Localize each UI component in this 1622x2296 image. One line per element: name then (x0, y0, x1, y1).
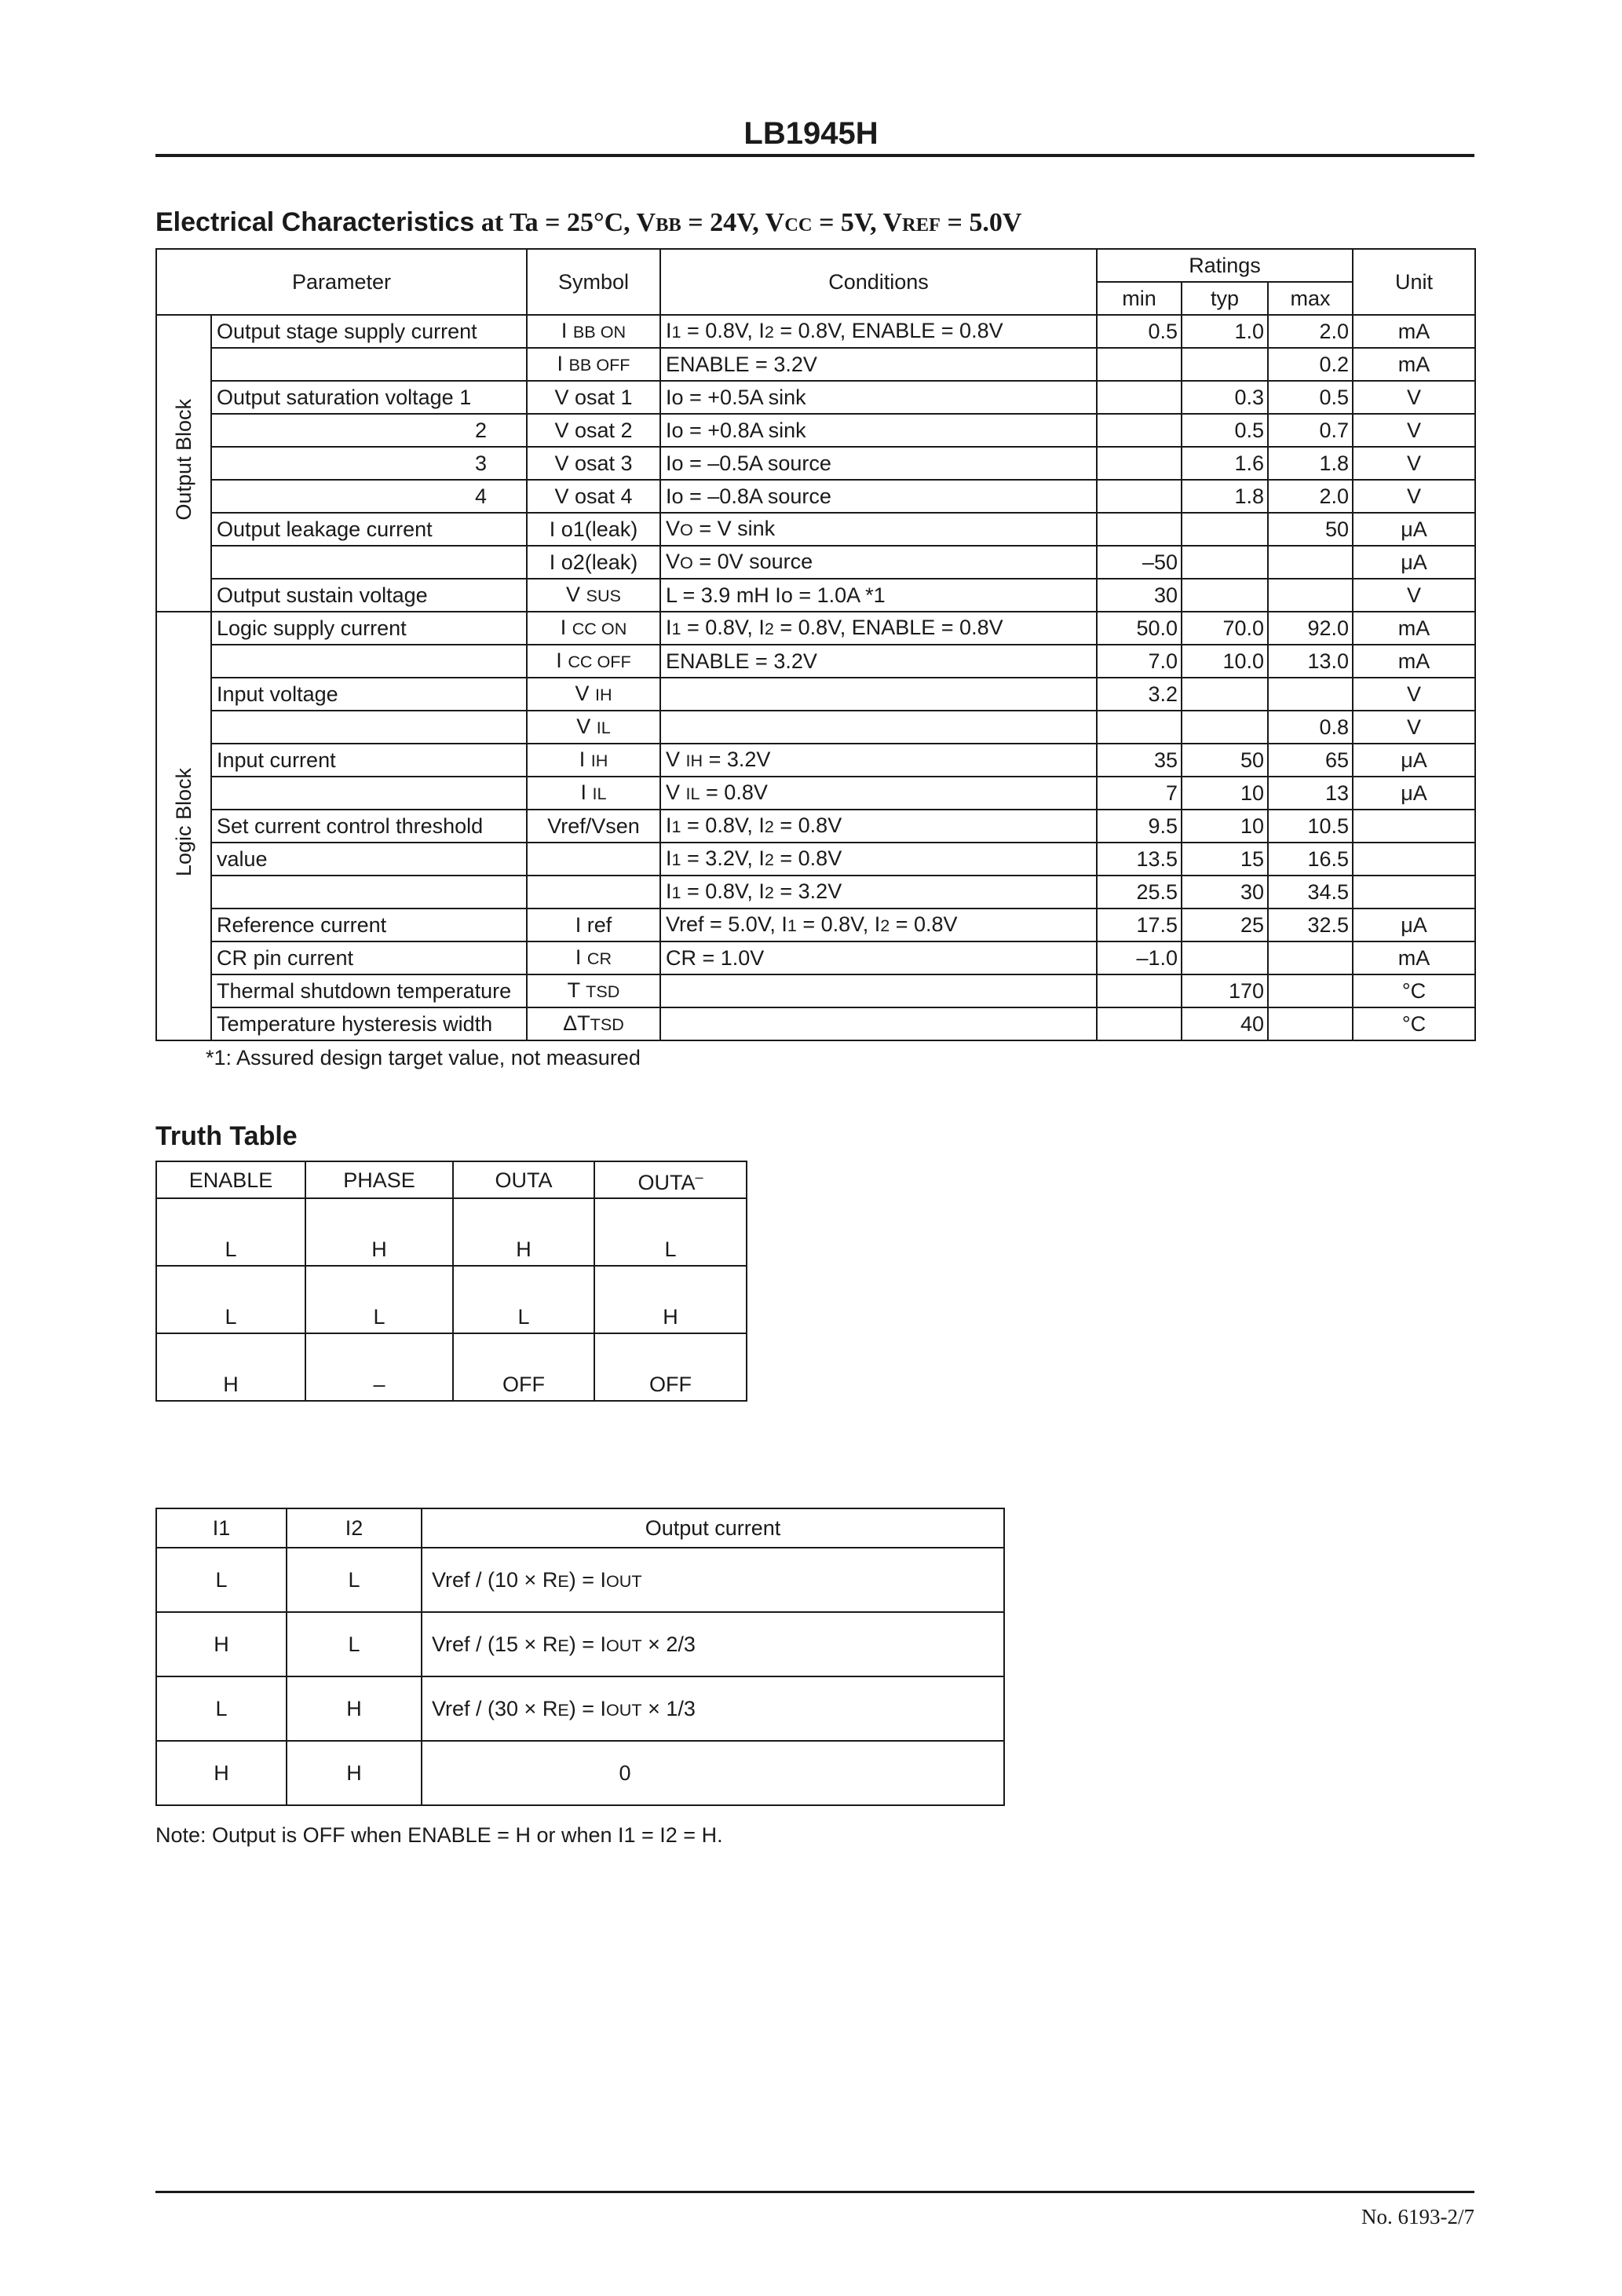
unit-cell (1353, 810, 1475, 843)
rating-min-cell (1097, 711, 1182, 744)
truth-table-cell: OFF (594, 1333, 747, 1401)
rating-typ-cell: 0.3 (1182, 381, 1268, 414)
symbol-cell: V SUS (527, 579, 660, 612)
rating-min-cell (1097, 480, 1182, 513)
truth-table-cell: OFF (453, 1333, 594, 1401)
rating-max-cell: 0.5 (1268, 381, 1353, 414)
parameter-cell: 4 (211, 480, 527, 513)
parameter-cell (211, 777, 527, 810)
unit-cell: V (1353, 579, 1475, 612)
electrical-row (156, 810, 1475, 843)
truth-table-cell: H (156, 1333, 305, 1401)
electrical-row (156, 447, 1475, 480)
parameter-cell: 3 (211, 447, 527, 480)
rating-typ-cell (1182, 513, 1268, 546)
footer-rule (155, 2191, 1474, 2193)
conditions-cell: I1 = 0.8V, I2 = 0.8V, ENABLE = 0.8V (660, 612, 1097, 645)
rating-min-cell: 7 (1097, 777, 1182, 810)
conditions-cell: VO = V sink (660, 513, 1097, 546)
header-ratings: Ratings (1097, 249, 1353, 282)
parameter-cell: Output leakage current (211, 513, 527, 546)
rating-typ-cell: 10 (1182, 810, 1268, 843)
block-label: Output Block (172, 399, 195, 521)
electrical-row (156, 381, 1475, 414)
rating-min-cell: 13.5 (1097, 843, 1182, 876)
symbol-cell: V osat 3 (527, 447, 660, 480)
electrical-characteristics-title (155, 207, 1021, 238)
symbol-cell (527, 843, 660, 876)
conditions-cell (660, 711, 1097, 744)
rating-typ-cell: 1.8 (1182, 480, 1268, 513)
parameter-cell: Logic supply current (211, 612, 527, 645)
conditions-cell: V IH = 3.2V (660, 744, 1097, 777)
truth-table-row (156, 1266, 747, 1333)
output-current-formula: Vref / (30 × RE) = IOUT × 1/3 (422, 1676, 1004, 1741)
electrical-row (156, 744, 1475, 777)
electrical-row (156, 414, 1475, 447)
unit-cell: mA (1353, 941, 1475, 974)
rating-typ-cell: 1.6 (1182, 447, 1268, 480)
truth-table (155, 1161, 747, 1402)
unit-cell (1353, 876, 1475, 909)
unit-cell: mA (1353, 315, 1475, 348)
symbol-cell: I CR (527, 941, 660, 974)
rating-min-cell (1097, 974, 1182, 1007)
output-current-row (156, 1548, 1004, 1612)
parameter-cell: Set current control threshold (211, 810, 527, 843)
rating-min-cell (1097, 447, 1182, 480)
symbol-cell: I ref (527, 909, 660, 941)
parameter-cell: Input voltage (211, 678, 527, 711)
rating-min-cell: –1.0 (1097, 941, 1182, 974)
electrical-row (156, 777, 1475, 810)
rating-min-cell: 7.0 (1097, 645, 1182, 678)
rating-typ-cell (1182, 579, 1268, 612)
unit-cell: V (1353, 480, 1475, 513)
rating-max-cell: 92.0 (1268, 612, 1353, 645)
truth-table-cell: H (305, 1198, 453, 1266)
conditions-cell (660, 974, 1097, 1007)
parameter-cell (211, 348, 527, 381)
conditions-cell: Io = +0.5A sink (660, 381, 1097, 414)
symbol-cell: I IH (527, 744, 660, 777)
parameter-cell: Output sustain voltage (211, 579, 527, 612)
rating-typ-cell (1182, 348, 1268, 381)
symbol-cell: Vref/Vsen (527, 810, 660, 843)
block-label: Logic Block (172, 768, 195, 877)
i1-cell: L (156, 1676, 287, 1741)
rating-typ-cell (1182, 678, 1268, 711)
rating-typ-cell: 10 (1182, 777, 1268, 810)
electrical-row (156, 678, 1475, 711)
header-symbol: Symbol (527, 249, 660, 315)
truth-table-title: Truth Table (155, 1121, 298, 1151)
truth-table-row (156, 1198, 747, 1266)
rating-typ-cell: 170 (1182, 974, 1268, 1007)
rating-min-cell: 17.5 (1097, 909, 1182, 941)
conditions-cell: I1 = 0.8V, I2 = 3.2V (660, 876, 1097, 909)
rating-max-cell (1268, 941, 1353, 974)
i2-cell: H (287, 1676, 422, 1741)
parameter-cell: Output saturation voltage 1 (211, 381, 527, 414)
rating-min-cell: 9.5 (1097, 810, 1182, 843)
header-typ: typ (1182, 282, 1268, 315)
header-unit: Unit (1353, 249, 1475, 315)
parameter-cell: Temperature hysteresis width (211, 1007, 527, 1040)
unit-cell: V (1353, 381, 1475, 414)
unit-cell: μA (1353, 744, 1475, 777)
header-conditions: Conditions (660, 249, 1097, 315)
rating-max-cell: 10.5 (1268, 810, 1353, 843)
rating-max-cell: 2.0 (1268, 315, 1353, 348)
rating-min-cell: 25.5 (1097, 876, 1182, 909)
electrical-row (156, 1007, 1475, 1040)
conditions-cell: Io = –0.5A source (660, 447, 1097, 480)
electrical-title-bold: Electrical Characteristics (155, 207, 475, 237)
symbol-cell: I CC OFF (527, 645, 660, 678)
conditions-cell: L = 3.9 mH Io = 1.0A *1 (660, 579, 1097, 612)
output-current-table (155, 1508, 1005, 1806)
electrical-row (156, 480, 1475, 513)
rating-max-cell (1268, 678, 1353, 711)
rating-max-cell (1268, 1007, 1353, 1040)
electrical-row (156, 513, 1475, 546)
parameter-cell: Thermal shutdown temperature (211, 974, 527, 1007)
rating-min-cell: –50 (1097, 546, 1182, 579)
rating-typ-cell: 1.0 (1182, 315, 1268, 348)
rating-max-cell (1268, 579, 1353, 612)
rating-min-cell: 30 (1097, 579, 1182, 612)
parameter-cell: CR pin current (211, 941, 527, 974)
output-current-formula: 0 (422, 1741, 1004, 1805)
truth-table-cell: L (594, 1198, 747, 1266)
symbol-cell: I o2(leak) (527, 546, 660, 579)
header-min: min (1097, 282, 1182, 315)
rating-min-cell: 3.2 (1097, 678, 1182, 711)
conditions-cell: V IL = 0.8V (660, 777, 1097, 810)
parameter-cell: 2 (211, 414, 527, 447)
header-max: max (1268, 282, 1353, 315)
unit-cell: μA (1353, 909, 1475, 941)
output-current-row (156, 1676, 1004, 1741)
electrical-row (156, 711, 1475, 744)
rating-max-cell: 2.0 (1268, 480, 1353, 513)
unit-cell: μA (1353, 777, 1475, 810)
rating-min-cell (1097, 414, 1182, 447)
unit-cell: V (1353, 414, 1475, 447)
conditions-cell (660, 1007, 1097, 1040)
rating-min-cell: 50.0 (1097, 612, 1182, 645)
conditions-cell: ENABLE = 3.2V (660, 645, 1097, 678)
truth-table-cell: L (453, 1266, 594, 1333)
rating-typ-cell (1182, 941, 1268, 974)
conditions-cell: VO = 0V source (660, 546, 1097, 579)
rating-typ-cell: 50 (1182, 744, 1268, 777)
conditions-cell (660, 678, 1097, 711)
output-current-formula: Vref / (15 × RE) = IOUT × 2/3 (422, 1612, 1004, 1676)
rating-max-cell (1268, 546, 1353, 579)
conditions-cell: ENABLE = 3.2V (660, 348, 1097, 381)
rating-max-cell: 32.5 (1268, 909, 1353, 941)
electrical-row (156, 843, 1475, 876)
output-current-formula: Vref / (10 × RE) = IOUT (422, 1548, 1004, 1612)
truth-table-cell: – (305, 1333, 453, 1401)
unit-cell: V (1353, 678, 1475, 711)
i1-cell: L (156, 1548, 287, 1612)
rating-min-cell: 0.5 (1097, 315, 1182, 348)
symbol-cell: V osat 2 (527, 414, 660, 447)
i2-cell: L (287, 1548, 422, 1612)
rating-max-cell: 16.5 (1268, 843, 1353, 876)
truth-header-enable: ENABLE (156, 1161, 305, 1198)
symbol-cell: V IL (527, 711, 660, 744)
conditions-cell: Io = +0.8A sink (660, 414, 1097, 447)
rating-max-cell: 0.7 (1268, 414, 1353, 447)
rating-typ-cell: 0.5 (1182, 414, 1268, 447)
block-label-cell (156, 315, 211, 612)
page-header-part-number: LB1945H (743, 116, 879, 151)
rating-typ-cell (1182, 546, 1268, 579)
current-header-i1: I1 (156, 1508, 287, 1548)
parameter-cell: Reference current (211, 909, 527, 941)
conditions-cell: I1 = 0.8V, I2 = 0.8V, ENABLE = 0.8V (660, 315, 1097, 348)
rating-min-cell (1097, 348, 1182, 381)
conditions-cell: Io = –0.8A source (660, 480, 1097, 513)
electrical-row (156, 546, 1475, 579)
i2-cell: H (287, 1741, 422, 1805)
truth-table-cell: H (453, 1198, 594, 1266)
rating-max-cell: 65 (1268, 744, 1353, 777)
rating-max-cell: 13.0 (1268, 645, 1353, 678)
symbol-cell: I IL (527, 777, 660, 810)
truth-header-outa: OUTA (453, 1161, 594, 1198)
truth-table-cell: L (156, 1266, 305, 1333)
unit-cell: μA (1353, 513, 1475, 546)
output-current-row (156, 1741, 1004, 1805)
parameter-cell (211, 876, 527, 909)
current-header-output: Output current (422, 1508, 1004, 1548)
rating-max-cell: 50 (1268, 513, 1353, 546)
unit-cell: μA (1353, 546, 1475, 579)
rating-typ-cell: 10.0 (1182, 645, 1268, 678)
parameter-cell (211, 546, 527, 579)
electrical-row (156, 645, 1475, 678)
parameter-cell: Input current (211, 744, 527, 777)
parameter-cell: value (211, 843, 527, 876)
rating-typ-cell: 25 (1182, 909, 1268, 941)
electrical-footnote: *1: Assured design target value, not measured (206, 1046, 641, 1069)
rating-max-cell: 1.8 (1268, 447, 1353, 480)
output-current-note: Note: Output is OFF when ENABLE = H or when I1 = I2 = H. (155, 1823, 723, 1847)
unit-cell: °C (1353, 974, 1475, 1007)
symbol-cell: I o1(leak) (527, 513, 660, 546)
electrical-title-conditions: at Ta = 25°C, VBB = 24V, VCC = 5V, VREF = 5.0V (474, 208, 1022, 237)
electrical-characteristics-table (155, 248, 1476, 1041)
conditions-cell: I1 = 0.8V, I2 = 0.8V (660, 810, 1097, 843)
symbol-cell (527, 876, 660, 909)
header-parameter: Parameter (156, 249, 527, 315)
rating-max-cell: 0.2 (1268, 348, 1353, 381)
unit-cell: mA (1353, 348, 1475, 381)
truth-table-cell: H (594, 1266, 747, 1333)
symbol-cell: I BB OFF (527, 348, 660, 381)
output-current-row (156, 1612, 1004, 1676)
rating-typ-cell: 40 (1182, 1007, 1268, 1040)
electrical-row (156, 315, 1475, 348)
rating-max-cell: 34.5 (1268, 876, 1353, 909)
conditions-cell: Vref = 5.0V, I1 = 0.8V, I2 = 0.8V (660, 909, 1097, 941)
symbol-cell: T TSD (527, 974, 660, 1007)
block-label-cell (156, 612, 211, 1040)
rating-min-cell (1097, 513, 1182, 546)
unit-cell: V (1353, 711, 1475, 744)
electrical-row (156, 876, 1475, 909)
unit-cell: mA (1353, 612, 1475, 645)
electrical-row (156, 579, 1475, 612)
rating-typ-cell: 15 (1182, 843, 1268, 876)
electrical-row (156, 909, 1475, 941)
current-header-i2: I2 (287, 1508, 422, 1548)
electrical-row (156, 941, 1475, 974)
i2-cell: L (287, 1612, 422, 1676)
truth-table-row (156, 1333, 747, 1401)
rating-min-cell (1097, 381, 1182, 414)
i1-cell: H (156, 1741, 287, 1805)
rating-min-cell (1097, 1007, 1182, 1040)
symbol-cell: I BB ON (527, 315, 660, 348)
parameter-cell: Output stage supply current (211, 315, 527, 348)
rating-typ-cell: 70.0 (1182, 612, 1268, 645)
electrical-row (156, 974, 1475, 1007)
conditions-cell: I1 = 3.2V, I2 = 0.8V (660, 843, 1097, 876)
unit-cell: °C (1353, 1007, 1475, 1040)
electrical-row (156, 348, 1475, 381)
i1-cell: H (156, 1612, 287, 1676)
symbol-cell: ΔTTSD (527, 1007, 660, 1040)
symbol-cell: V IH (527, 678, 660, 711)
parameter-cell (211, 645, 527, 678)
rating-max-cell (1268, 974, 1353, 1007)
electrical-row (156, 612, 1475, 645)
symbol-cell: V osat 4 (527, 480, 660, 513)
truth-table-cell: L (156, 1198, 305, 1266)
symbol-cell: I CC ON (527, 612, 660, 645)
rating-typ-cell (1182, 711, 1268, 744)
unit-cell: mA (1353, 645, 1475, 678)
rating-typ-cell: 30 (1182, 876, 1268, 909)
truth-header-outa-bar: OUTA– (594, 1161, 747, 1198)
truth-header-phase: PHASE (305, 1161, 453, 1198)
parameter-cell (211, 711, 527, 744)
header-rule (155, 154, 1474, 157)
rating-max-cell: 13 (1268, 777, 1353, 810)
unit-cell (1353, 843, 1475, 876)
conditions-cell: CR = 1.0V (660, 941, 1097, 974)
unit-cell: V (1353, 447, 1475, 480)
truth-table-cell: L (305, 1266, 453, 1333)
rating-max-cell: 0.8 (1268, 711, 1353, 744)
footer-page-ref: No. 6193-2/7 (1361, 2205, 1474, 2228)
rating-min-cell: 35 (1097, 744, 1182, 777)
symbol-cell: V osat 1 (527, 381, 660, 414)
